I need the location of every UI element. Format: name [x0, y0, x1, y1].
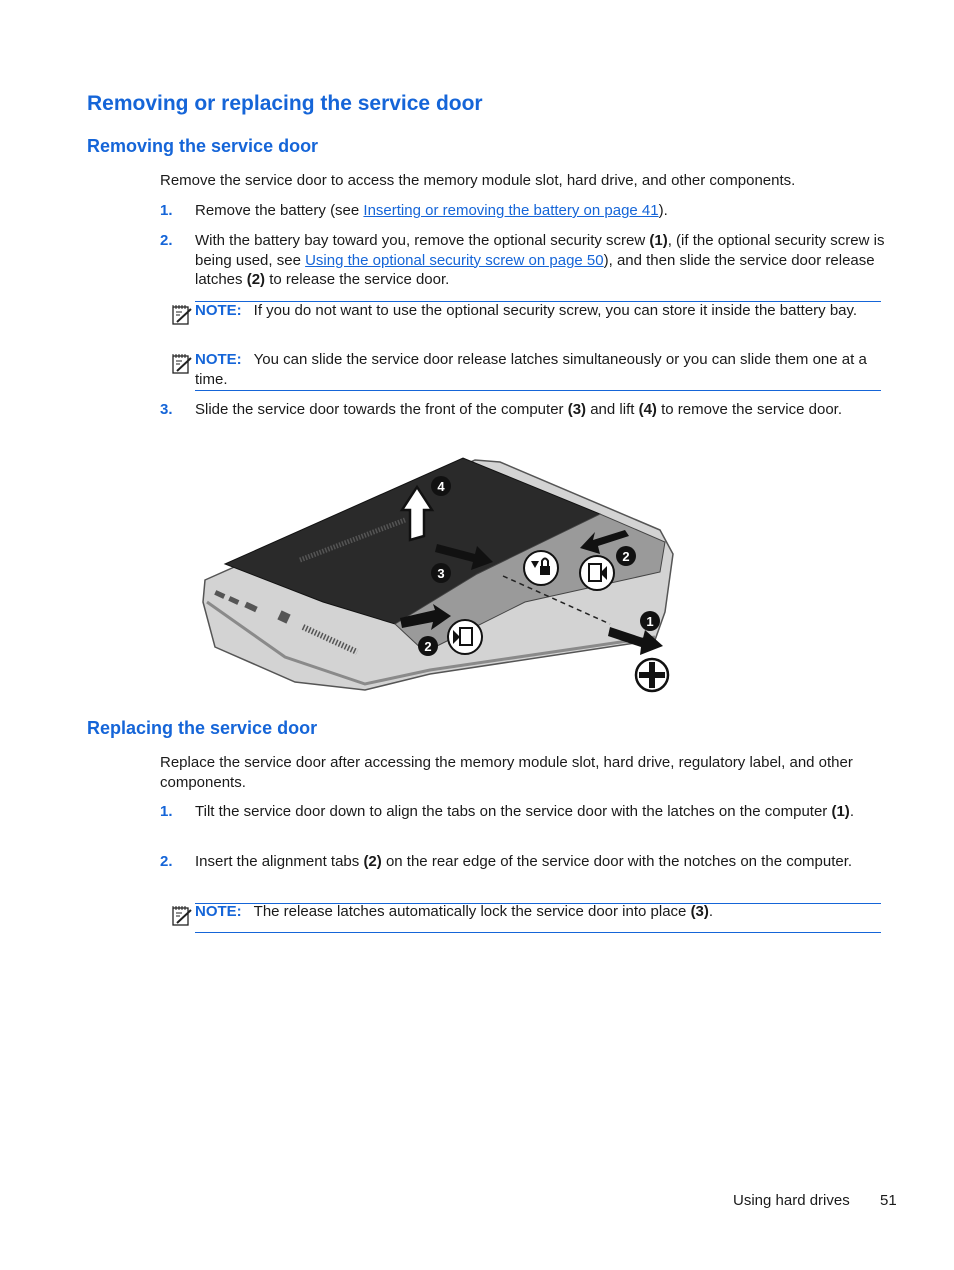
replacing-intro: Replace the service door after accessing the memory module slot, hard drive, regulatory label, and other components.: [160, 754, 853, 791]
note-icon: [170, 904, 194, 928]
lock-icon: [524, 551, 558, 585]
step-text-part: , (if the optional security screw is being used, see: [195, 232, 885, 269]
step-text-part: Tilt the service door down to align the tabs on the service door with the latches on the computer: [195, 803, 832, 820]
note-label: NOTE:: [195, 351, 242, 368]
callout-4: [431, 476, 451, 496]
callout-2: [418, 636, 438, 656]
step-text: [195, 231, 885, 290]
step-text-part: Insert the alignment tabs: [195, 853, 364, 870]
section-heading-replacing: Replacing the service door: [87, 718, 318, 738]
step-text-part: on the rear edge of the service door with the notches on the computer.: [381, 853, 853, 870]
callout-label: 4: [437, 479, 445, 494]
step-text: [195, 802, 885, 822]
callout-label: 1: [646, 614, 654, 629]
unlock-icon: [580, 556, 614, 590]
step-number: 2.: [160, 853, 173, 870]
callout-ref: (1): [649, 232, 668, 249]
note-rule-bottom: [195, 390, 881, 391]
callout-label: 2: [424, 639, 432, 654]
page-number: 51: [880, 1192, 897, 1209]
step-text: [195, 400, 885, 420]
note-label: NOTE:: [195, 903, 242, 920]
step-number: 1.: [160, 803, 173, 820]
section-heading-removing: Removing the service door: [87, 136, 319, 156]
step-text-part: ), and then slide the service door release latches: [195, 251, 875, 289]
callout-ref: (2): [363, 853, 382, 870]
callout-label: 3: [437, 566, 445, 581]
step-text-part: .: [849, 803, 854, 820]
step-number: 2.: [160, 232, 173, 249]
step-text: [195, 201, 885, 221]
unlock-icon: [448, 620, 482, 654]
step-text-part: Slide the service door towards the front of the computer: [195, 401, 568, 418]
callout-ref: (3): [690, 903, 709, 920]
security-screw-page-link[interactable]: Using the optional security screw on page 50: [305, 251, 604, 269]
callout-ref: (3): [567, 401, 587, 418]
note-label: NOTE:: [195, 302, 242, 319]
screw-icon: [636, 659, 668, 691]
page-title: Removing or replacing the service door: [87, 92, 483, 115]
note-text: [195, 350, 881, 389]
service-door-removal-illustration: [195, 452, 680, 697]
note-rule-bottom: [195, 932, 881, 933]
note-icon: [170, 352, 194, 376]
step-text-part: to release the service door.: [265, 271, 450, 289]
callout-ref: (4): [638, 401, 657, 418]
note-body: The release latches automatically lock the service door into place: [253, 903, 691, 920]
note-body: If you do not want to use the optional security screw, you can store it inside the battery bay.: [253, 302, 858, 319]
callout-1: [640, 611, 660, 631]
note-text: [195, 902, 881, 922]
note-body: You can slide the service door release latches simultaneously or you can slide them one at a time.: [195, 351, 867, 388]
step-number: 1.: [160, 202, 173, 219]
callout-ref: (1): [831, 803, 850, 820]
step-text-part: ).: [658, 202, 668, 219]
removing-intro: Remove the service door to access the memory module slot, hard drive, and other components.: [160, 172, 796, 189]
step-text-part: Remove the battery (see: [195, 202, 364, 219]
note-text: [195, 301, 881, 321]
battery-page-link[interactable]: Inserting or removing the battery on page 41: [363, 202, 659, 219]
step-text-part: With the battery bay toward you, remove the optional security screw: [195, 232, 650, 249]
step-number: 3.: [160, 401, 173, 418]
step-text-part: to remove the service door.: [656, 401, 843, 418]
note-icon: [170, 303, 194, 327]
step-text-part: and lift: [586, 401, 639, 418]
callout-label: 2: [622, 549, 630, 564]
step-text: [195, 852, 885, 872]
note-body: .: [708, 903, 714, 920]
callout-ref: (2): [246, 271, 266, 289]
callout-3: [431, 563, 451, 583]
callout-2: [616, 546, 636, 566]
footer-section-title: Using hard drives: [733, 1192, 850, 1209]
